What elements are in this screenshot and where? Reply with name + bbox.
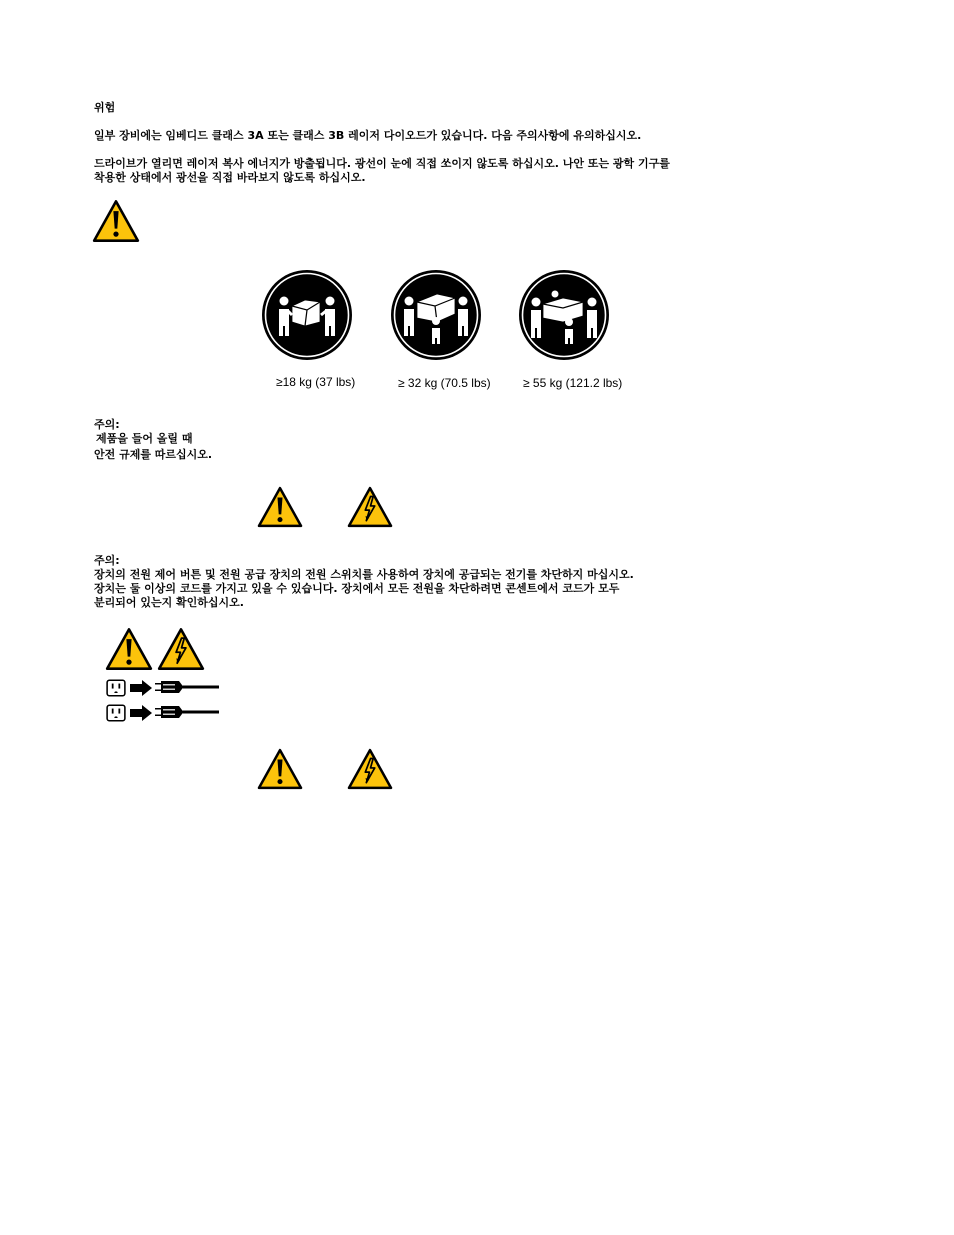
electrical-hazard-icon — [157, 627, 205, 671]
caution-text-line1: 제품을 들어 올릴 때 — [96, 432, 193, 445]
arrow-right-icon — [129, 679, 153, 697]
caution-text-line2: 안전 규제를 따르십시오. — [94, 448, 213, 461]
lift-weight-label: ≥18 kg (37 lbs) — [276, 375, 356, 389]
power-plug-icon — [155, 705, 219, 719]
electrical-hazard-icon — [346, 748, 394, 790]
danger-heading: 위험 — [94, 101, 116, 114]
power-outlet-icon — [106, 679, 126, 697]
caution-text-line3: 분리되어 있는지 확인하십시오. — [94, 596, 244, 609]
danger-text-line1: 일부 장비에는 임베디드 클래스 3A 또는 클래스 3B 레이저 다이오드가 있습니다. 다음 주의사항에 유의하십시오. — [94, 129, 642, 142]
caution-heading: 주의: — [94, 418, 120, 431]
danger-text-line2b: 착용한 상태에서 광선을 직접 바라보지 않도록 하십시오. — [94, 171, 366, 184]
lift-icon — [389, 268, 483, 362]
caution-text-line2: 장치는 둘 이상의 코드를 가지고 있을 수 있습니다. 장치에서 모든 전원을 차단하려면 콘센트에서 코드가 모두 — [94, 582, 620, 595]
electrical-hazard-icon — [346, 486, 394, 528]
power-outlet-icon — [106, 704, 126, 722]
lift-icon — [260, 268, 354, 362]
power-plug-icon — [155, 680, 219, 694]
caution-heading: 주의: — [94, 554, 120, 567]
caution-text-line1: 장치의 전원 제어 버튼 및 전원 공급 장치의 전원 스위치를 사용하여 장치에 공급되는 전기를 차단하지 마십시오. — [94, 568, 634, 581]
arrow-right-icon — [129, 704, 153, 722]
warning-icon — [256, 486, 304, 528]
warning-icon — [256, 748, 304, 790]
lift-weight-label: ≥ 32 kg (70.5 lbs) — [398, 376, 491, 390]
lift-weight-label: ≥ 55 kg (121.2 lbs) — [523, 376, 623, 390]
lift-icon — [517, 268, 611, 362]
danger-text-line2a: 드라이브가 열리면 레이저 복사 에너지가 방출됩니다. 광선이 눈에 직접 쏘이지 않도록 하십시오. 나안 또는 광학 기구를 — [94, 157, 670, 170]
warning-icon — [105, 627, 153, 671]
warning-icon — [92, 199, 140, 243]
